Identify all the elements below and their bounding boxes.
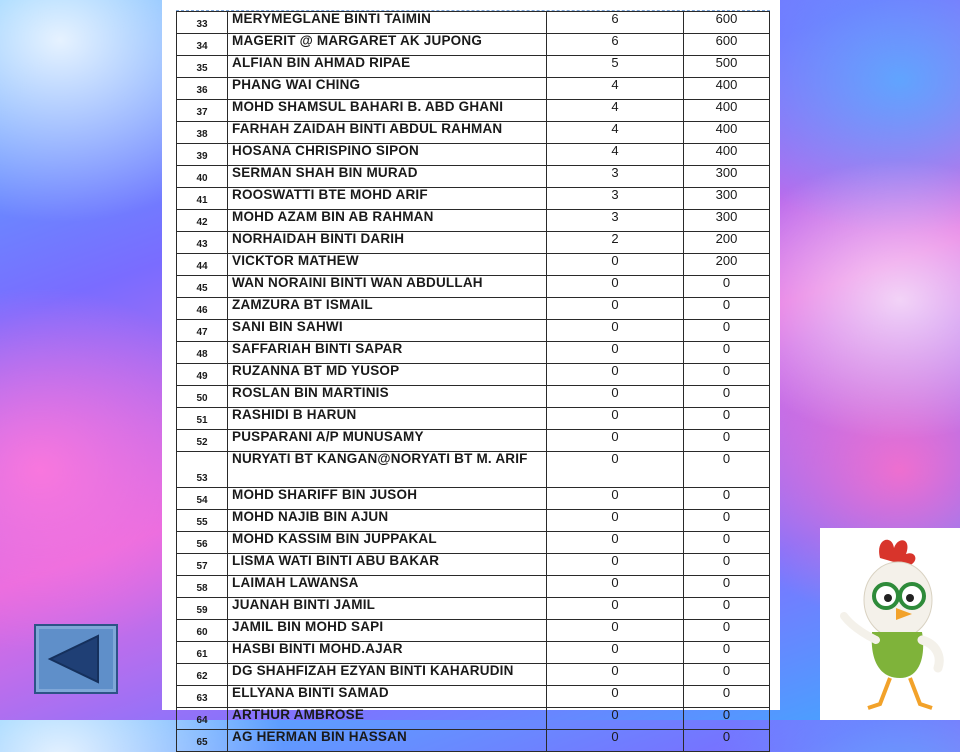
value-cell: 400 bbox=[684, 122, 770, 144]
table-row bbox=[177, 554, 770, 576]
quantity-cell: 0 bbox=[547, 686, 684, 708]
table-row bbox=[177, 642, 770, 664]
participant-name: ROSLAN BIN MARTINIS bbox=[228, 386, 547, 408]
table-row bbox=[177, 452, 770, 488]
value-cell: 600 bbox=[684, 34, 770, 56]
participant-name: MOHD KASSIM BIN JUPPAKAL bbox=[228, 532, 547, 554]
table-row bbox=[177, 620, 770, 642]
table-row bbox=[177, 576, 770, 598]
row-number: 63 bbox=[177, 686, 228, 708]
row-number: 64 bbox=[177, 708, 228, 730]
value-cell: 400 bbox=[684, 100, 770, 122]
row-number: 65 bbox=[177, 730, 228, 752]
participant-name: RUZANNA BT MD YUSOP bbox=[228, 364, 547, 386]
value-cell: 0 bbox=[684, 730, 770, 752]
row-number: 62 bbox=[177, 664, 228, 686]
table-row bbox=[177, 364, 770, 386]
participant-name: RASHIDI B HARUN bbox=[228, 408, 547, 430]
value-cell: 300 bbox=[684, 166, 770, 188]
participant-name: AG HERMAN BIN HASSAN bbox=[228, 730, 547, 752]
row-number: 56 bbox=[177, 532, 228, 554]
table-row bbox=[177, 342, 770, 364]
quantity-cell: 0 bbox=[547, 488, 684, 510]
value-cell: 0 bbox=[684, 554, 770, 576]
value-cell: 400 bbox=[684, 144, 770, 166]
row-number: 49 bbox=[177, 364, 228, 386]
participant-name: LISMA WATI BINTI ABU BAKAR bbox=[228, 554, 547, 576]
table-row bbox=[177, 56, 770, 78]
row-number: 43 bbox=[177, 232, 228, 254]
row-number: 33 bbox=[177, 12, 228, 34]
value-cell: 0 bbox=[684, 452, 770, 488]
triangle-left-icon bbox=[36, 626, 116, 692]
table-row bbox=[177, 276, 770, 298]
participant-name: PUSPARANI A/P MUNUSAMY bbox=[228, 430, 547, 452]
participant-name: NURYATI BT KANGAN@NORYATI BT M. ARIF bbox=[228, 452, 547, 488]
participant-name: MOHD SHARIFF BIN JUSOH bbox=[228, 488, 547, 510]
quantity-cell: 0 bbox=[547, 254, 684, 276]
value-cell: 0 bbox=[684, 664, 770, 686]
row-number: 55 bbox=[177, 510, 228, 532]
participant-name: ARTHUR AMBROSE bbox=[228, 708, 547, 730]
table-row bbox=[177, 488, 770, 510]
quantity-cell: 0 bbox=[547, 576, 684, 598]
table-row bbox=[177, 686, 770, 708]
participant-name: ELLYANA BINTI SAMAD bbox=[228, 686, 547, 708]
participant-name: MOHD SHAMSUL BAHARI B. ABD GHANI bbox=[228, 100, 547, 122]
value-cell: 0 bbox=[684, 576, 770, 598]
quantity-cell: 3 bbox=[547, 210, 684, 232]
quantity-cell: 3 bbox=[547, 188, 684, 210]
quantity-cell: 0 bbox=[547, 664, 684, 686]
table-row bbox=[177, 34, 770, 56]
table-row bbox=[177, 430, 770, 452]
row-number: 47 bbox=[177, 320, 228, 342]
value-cell: 0 bbox=[684, 532, 770, 554]
participant-name: NORHAIDAH BINTI DARIH bbox=[228, 232, 547, 254]
value-cell: 0 bbox=[684, 320, 770, 342]
participant-name: JAMIL BIN MOHD SAPI bbox=[228, 620, 547, 642]
value-cell: 200 bbox=[684, 232, 770, 254]
participant-name: FARHAH ZAIDAH BINTI ABDUL RAHMAN bbox=[228, 122, 547, 144]
row-number: 37 bbox=[177, 100, 228, 122]
value-cell: 0 bbox=[684, 364, 770, 386]
participant-name: MERYMEGLANE BINTI TAIMIN bbox=[228, 12, 547, 34]
value-cell: 0 bbox=[684, 488, 770, 510]
participant-name: VICKTOR MATHEW bbox=[228, 254, 547, 276]
table-row bbox=[177, 166, 770, 188]
quantity-cell: 0 bbox=[547, 276, 684, 298]
value-cell: 0 bbox=[684, 298, 770, 320]
quantity-cell: 0 bbox=[547, 430, 684, 452]
quantity-cell: 6 bbox=[547, 34, 684, 56]
quantity-cell: 0 bbox=[547, 386, 684, 408]
participant-name: DG SHAHFIZAH EZYAN BINTI KAHARUDIN bbox=[228, 664, 547, 686]
quantity-cell: 0 bbox=[547, 620, 684, 642]
table-row bbox=[177, 598, 770, 620]
participant-name: MOHD NAJIB BIN AJUN bbox=[228, 510, 547, 532]
row-number: 57 bbox=[177, 554, 228, 576]
mascot-picture bbox=[820, 528, 960, 720]
row-number: 61 bbox=[177, 642, 228, 664]
quantity-cell: 4 bbox=[547, 78, 684, 100]
quantity-cell: 0 bbox=[547, 452, 684, 488]
participant-name: SAFFARIAH BINTI SAPAR bbox=[228, 342, 547, 364]
table-body bbox=[177, 12, 770, 752]
table-row bbox=[177, 254, 770, 276]
participant-name: WAN NORAINI BINTI WAN ABDULLAH bbox=[228, 276, 547, 298]
row-number: 54 bbox=[177, 488, 228, 510]
row-number: 42 bbox=[177, 210, 228, 232]
table-row bbox=[177, 144, 770, 166]
quantity-cell: 3 bbox=[547, 166, 684, 188]
participant-name: HASBI BINTI MOHD.AJAR bbox=[228, 642, 547, 664]
quantity-cell: 6 bbox=[547, 12, 684, 34]
participant-name: MAGERIT @ MARGARET AK JUPONG bbox=[228, 34, 547, 56]
participant-name: JUANAH BINTI JAMIL bbox=[228, 598, 547, 620]
value-cell: 0 bbox=[684, 342, 770, 364]
table-row bbox=[177, 386, 770, 408]
value-cell: 0 bbox=[684, 642, 770, 664]
table-row bbox=[177, 320, 770, 342]
table-row bbox=[177, 210, 770, 232]
quantity-cell: 0 bbox=[547, 342, 684, 364]
quantity-cell: 4 bbox=[547, 144, 684, 166]
previous-slide-button[interactable] bbox=[34, 624, 118, 694]
value-cell: 0 bbox=[684, 276, 770, 298]
quantity-cell: 0 bbox=[547, 408, 684, 430]
row-number: 35 bbox=[177, 56, 228, 78]
quantity-cell: 0 bbox=[547, 554, 684, 576]
row-number: 44 bbox=[177, 254, 228, 276]
quantity-cell: 0 bbox=[547, 532, 684, 554]
value-cell: 500 bbox=[684, 56, 770, 78]
participant-name: HOSANA CHRISPINO SIPON bbox=[228, 144, 547, 166]
table-row bbox=[177, 232, 770, 254]
row-number: 51 bbox=[177, 408, 228, 430]
participant-name: SANI BIN SAHWI bbox=[228, 320, 547, 342]
value-cell: 400 bbox=[684, 78, 770, 100]
row-number: 52 bbox=[177, 430, 228, 452]
table-row bbox=[177, 408, 770, 430]
value-cell: 600 bbox=[684, 12, 770, 34]
quantity-cell: 0 bbox=[547, 320, 684, 342]
value-cell: 200 bbox=[684, 254, 770, 276]
participant-name: SERMAN SHAH BIN MURAD bbox=[228, 166, 547, 188]
row-number: 40 bbox=[177, 166, 228, 188]
value-cell: 300 bbox=[684, 188, 770, 210]
row-number: 48 bbox=[177, 342, 228, 364]
quantity-cell: 2 bbox=[547, 232, 684, 254]
row-number: 39 bbox=[177, 144, 228, 166]
results-table bbox=[176, 10, 770, 752]
table-row bbox=[177, 12, 770, 34]
row-number: 53 bbox=[177, 452, 228, 488]
table-row bbox=[177, 100, 770, 122]
quantity-cell: 0 bbox=[547, 642, 684, 664]
row-number: 50 bbox=[177, 386, 228, 408]
quantity-cell: 0 bbox=[547, 708, 684, 730]
table-row bbox=[177, 298, 770, 320]
row-number: 34 bbox=[177, 34, 228, 56]
table-row bbox=[177, 122, 770, 144]
value-cell: 0 bbox=[684, 386, 770, 408]
quantity-cell: 4 bbox=[547, 100, 684, 122]
participant-name: LAIMAH LAWANSA bbox=[228, 576, 547, 598]
participant-name: ALFIAN BIN AHMAD RIPAE bbox=[228, 56, 547, 78]
value-cell: 300 bbox=[684, 210, 770, 232]
row-number: 60 bbox=[177, 620, 228, 642]
spreadsheet-image bbox=[162, 0, 780, 748]
table-row bbox=[177, 510, 770, 532]
participant-name: MOHD AZAM BIN AB RAHMAN bbox=[228, 210, 547, 232]
row-number: 46 bbox=[177, 298, 228, 320]
value-cell: 0 bbox=[684, 598, 770, 620]
table-row bbox=[177, 188, 770, 210]
quantity-cell: 4 bbox=[547, 122, 684, 144]
participant-name: ROOSWATTI BTE MOHD ARIF bbox=[228, 188, 547, 210]
quantity-cell: 0 bbox=[547, 730, 684, 752]
value-cell: 0 bbox=[684, 408, 770, 430]
row-number: 36 bbox=[177, 78, 228, 100]
row-number: 41 bbox=[177, 188, 228, 210]
quantity-cell: 0 bbox=[547, 298, 684, 320]
table-row bbox=[177, 78, 770, 100]
value-cell: 0 bbox=[684, 430, 770, 452]
row-number: 58 bbox=[177, 576, 228, 598]
quantity-cell: 0 bbox=[547, 510, 684, 532]
row-number: 45 bbox=[177, 276, 228, 298]
value-cell: 0 bbox=[684, 708, 770, 730]
table-row bbox=[177, 664, 770, 686]
table-row bbox=[177, 532, 770, 554]
table-row bbox=[177, 730, 770, 752]
value-cell: 0 bbox=[684, 686, 770, 708]
participant-name: ZAMZURA BT ISMAIL bbox=[228, 298, 547, 320]
row-number: 38 bbox=[177, 122, 228, 144]
value-cell: 0 bbox=[684, 510, 770, 532]
chicken-mascot-icon bbox=[820, 528, 960, 720]
quantity-cell: 5 bbox=[547, 56, 684, 78]
quantity-cell: 0 bbox=[547, 364, 684, 386]
quantity-cell: 0 bbox=[547, 598, 684, 620]
row-number: 59 bbox=[177, 598, 228, 620]
table-row bbox=[177, 708, 770, 730]
participant-name: PHANG WAI CHING bbox=[228, 78, 547, 100]
value-cell: 0 bbox=[684, 620, 770, 642]
